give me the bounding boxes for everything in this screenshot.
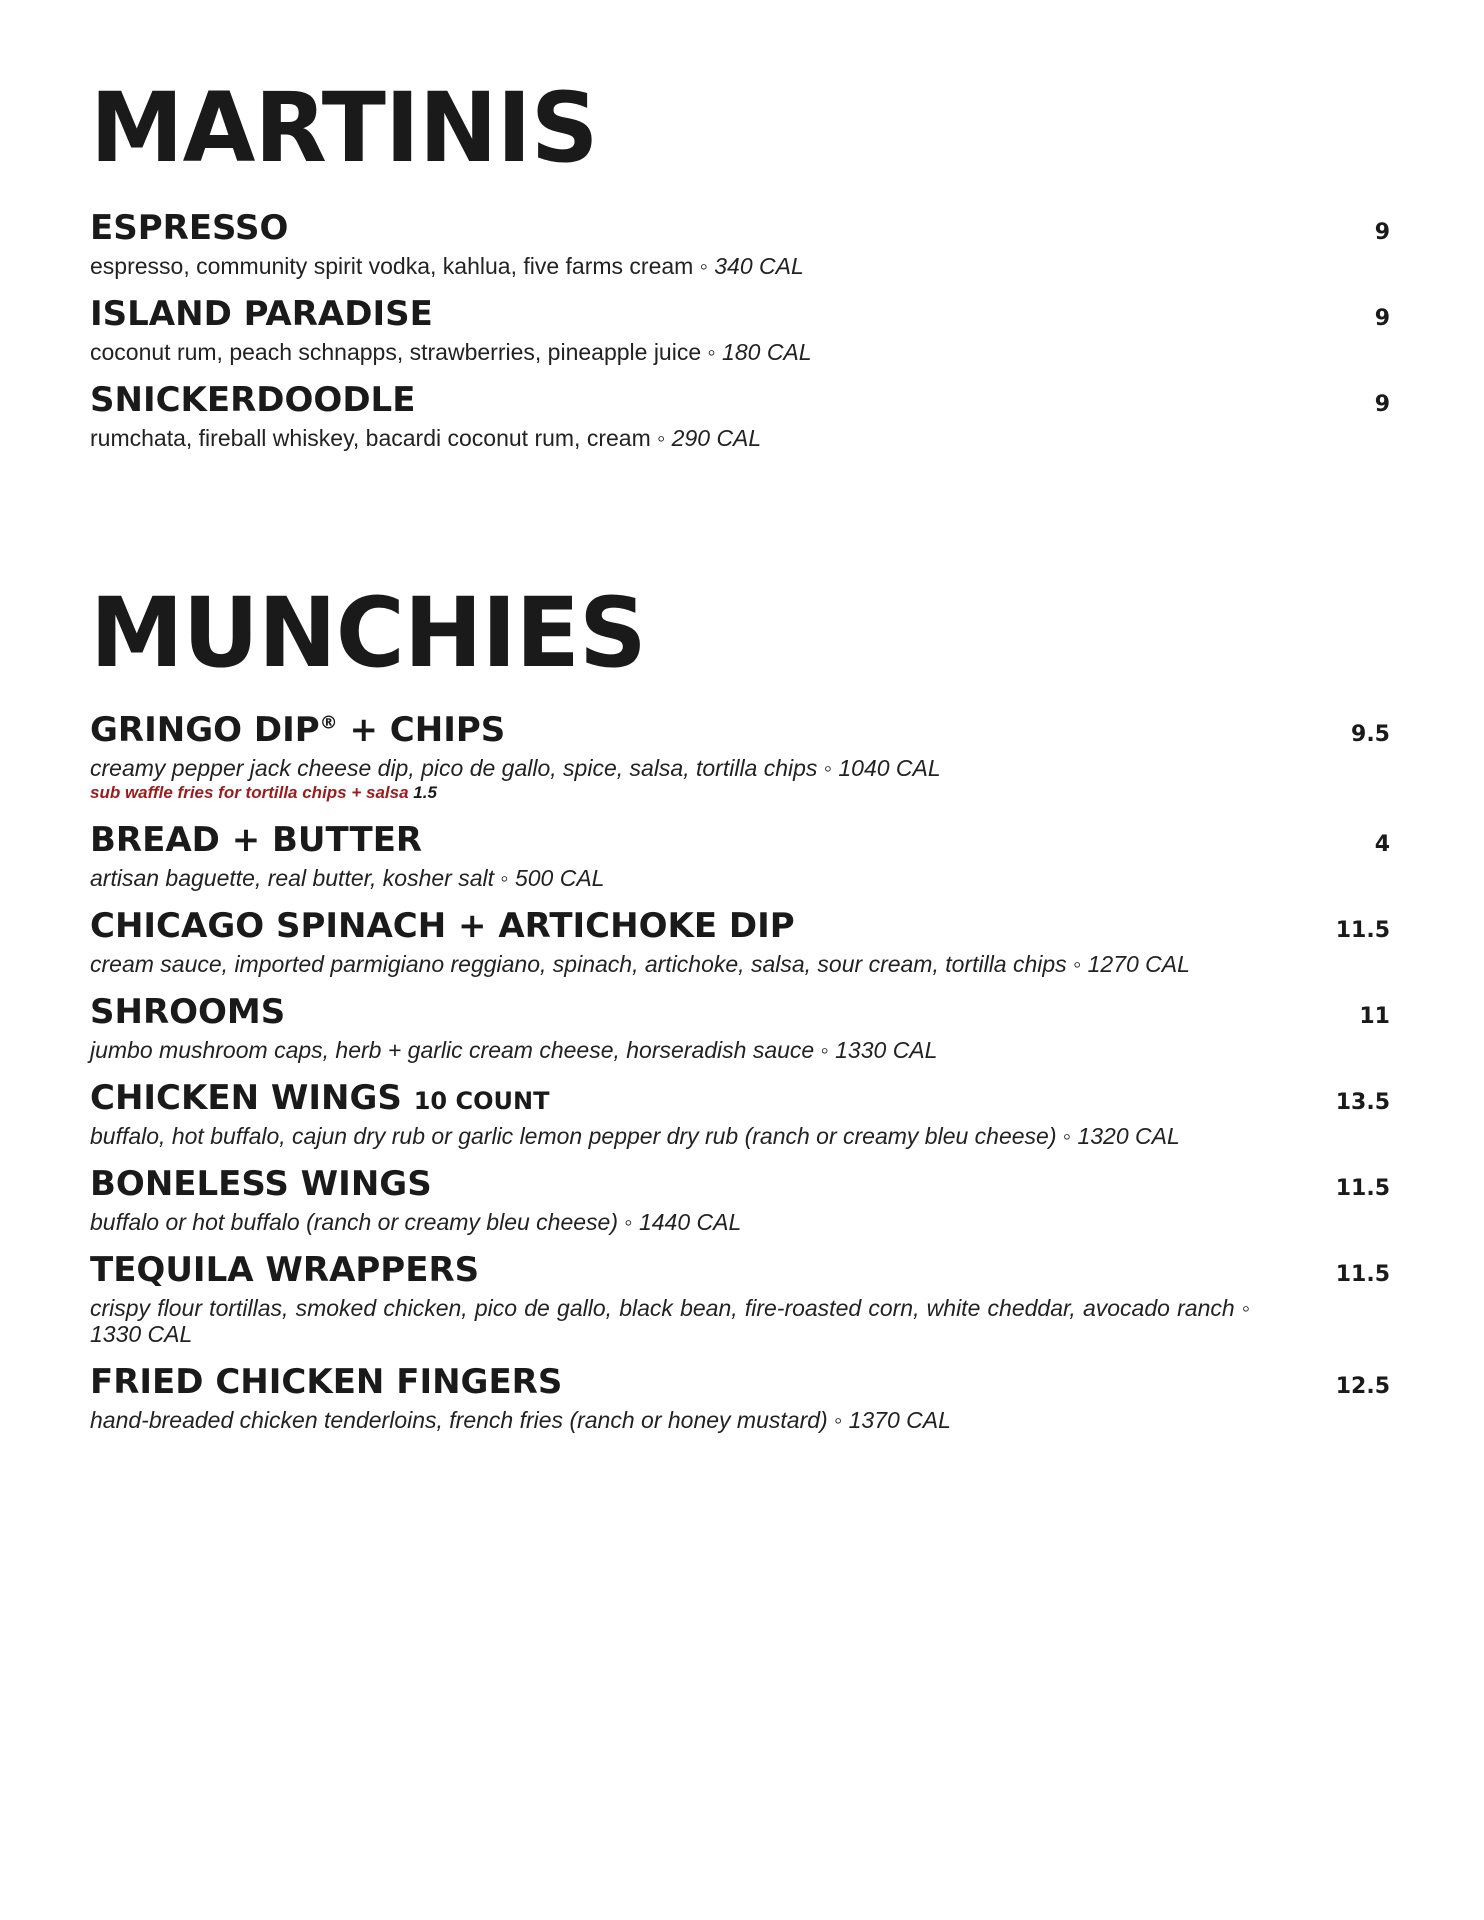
item-name: TEQUILA WRAPPERS [90,1250,480,1290]
item-name: SNICKERDOODLE [90,380,416,420]
item-description: creamy pepper jack cheese dip, pico de gallo, spice, salsa, tortilla chips ◦ 1040 CAL [90,755,941,781]
item-name: SHROOMS [90,992,286,1032]
item-description: jumbo mushroom caps, herb + garlic cream cheese, horseradish sauce ◦ 1330 CAL [90,1037,938,1063]
item-name: FRIED CHICKEN FINGERS [90,1362,563,1402]
item-price: 11.5 [1335,918,1390,943]
menu-item-tequila-wrappers [90,1250,1390,1347]
description-text: espresso, community spirit vodka, kahlua, five farms cream [90,253,694,279]
menu-item-boneless-wings [90,1164,1390,1235]
section-title-munchies: MUNCHIES [90,577,646,689]
item-name [90,1078,549,1121]
item-description: crispy flour tortillas, smoked chicken, pico de gallo, black bean, fire-roasted corn, white cheddar, avocado ranch ◦ 1330 CAL [90,1295,1250,1347]
menu-item-espresso [90,208,1390,279]
menu-item-shrooms [90,992,1390,1063]
item-price: 11 [1359,1004,1390,1029]
munchies-section [90,577,1390,689]
registered-mark: ® [319,712,338,734]
item-name: ESPRESSO [90,208,289,248]
item-name: BREAD + BUTTER [90,820,423,860]
item-price: 11.5 [1335,1176,1390,1201]
item-name [90,710,505,750]
description-text: rumchata, fireball whiskey, bacardi coconut rum, cream [90,425,651,451]
menu-item-snickerdoodle [90,380,1390,451]
menu-item-island-paradise [90,294,1390,365]
item-price: 9 [1374,392,1390,417]
menu-item-gringo-dip [90,710,1390,805]
note-price: 1.5 [413,783,437,802]
martinis-section [90,72,1390,184]
item-price: 9 [1374,306,1390,331]
item-count: 10 COUNT [413,1087,550,1115]
item-description: buffalo or hot buffalo (ranch or creamy bleu cheese) ◦ 1440 CAL [90,1209,742,1235]
item-description: hand-breaded chicken tenderloins, french fries (ranch or honey mustard) ◦ 1370 CAL [90,1407,951,1433]
item-name: ISLAND PARADISE [90,294,433,334]
item-name: CHICAGO SPINACH + ARTICHOKE DIP [90,906,795,946]
item-price: 9.5 [1351,722,1390,747]
item-name-text: GRINGO DIP [90,710,320,750]
item-description: cream sauce, imported parmigiano reggiano, spinach, artichoke, salsa, sour cream, tortilla chips ◦ 1270 CAL [90,951,1190,977]
description-text: coconut rum, peach schnapps, strawberries, pineapple juice [90,339,702,365]
menu-item-bread-butter [90,820,1390,891]
note-text: sub waffle fries for tortilla chips + salsa [90,783,409,802]
item-description: artisan baguette, real butter, kosher salt ◦ 500 CAL [90,865,605,891]
item-price: 4 [1374,832,1390,857]
menu-item-fried-chicken-fingers [90,1362,1390,1433]
section-title-martinis: MARTINIS [90,72,598,184]
item-price: 11.5 [1335,1262,1390,1287]
item-description: buffalo, hot buffalo, cajun dry rub or garlic lemon pepper dry rub (ranch or creamy bleu cheese) ◦ 1320 CAL [90,1123,1180,1149]
calorie-count: ◦ 340 CAL [699,253,804,279]
item-price: 9 [1374,220,1390,245]
menu-item-spinach-artichoke-dip [90,906,1390,977]
item-price: 12.5 [1335,1374,1390,1399]
item-description [90,339,1250,365]
menu-item-chicken-wings [90,1078,1390,1149]
item-name: BONELESS WINGS [90,1164,432,1204]
calorie-count: ◦ 290 CAL [657,425,762,451]
item-name-text: CHICKEN WINGS [90,1078,402,1118]
calorie-count: ◦ 180 CAL [707,339,812,365]
item-description [90,253,1250,279]
item-price: 13.5 [1335,1090,1390,1115]
item-name-suffix: + CHIPS [337,710,506,750]
substitution-note [90,781,1390,805]
item-description [90,425,1250,451]
